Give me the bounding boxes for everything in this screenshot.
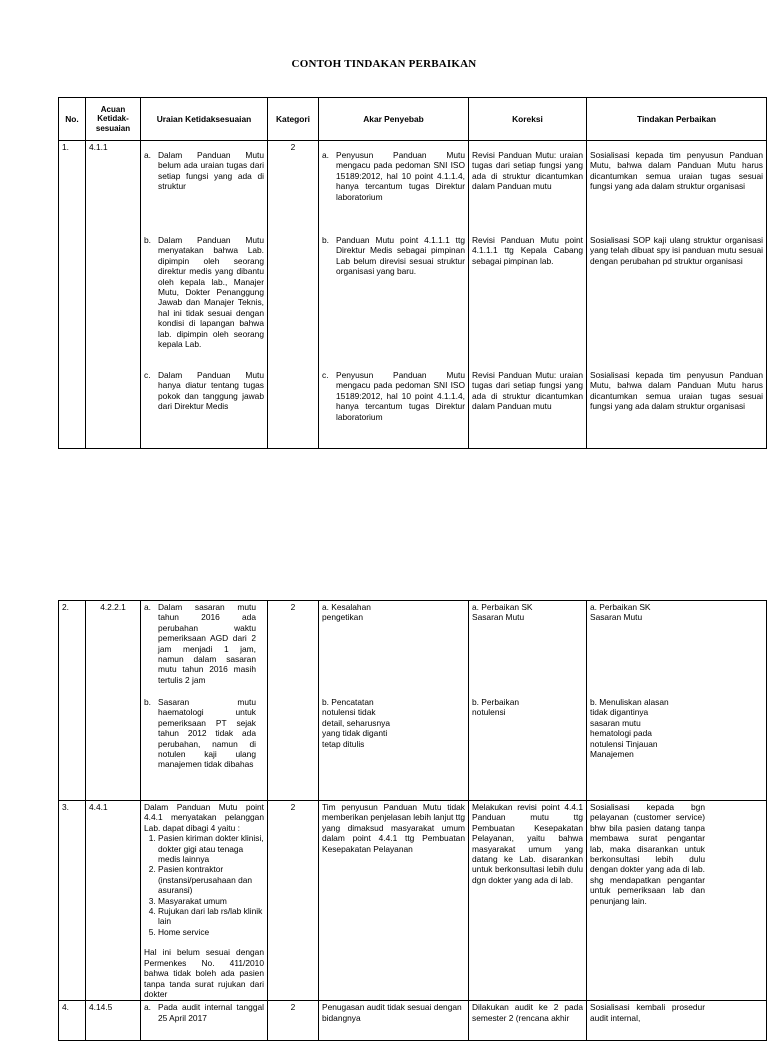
row-uraian: a. Pada audit internal tanggal 25 April 2017 (141, 1001, 268, 1041)
corrective-action-table (58, 97, 767, 449)
uraian-item: Pada audit internal tanggal 25 April 2017 (158, 1002, 264, 1023)
akar-item: a. Kesalahan pengetikan (322, 602, 371, 623)
uraian-item: Dalam Panduan Mutu hanya diatur tentang tugas pokok dan tanggung jawab dari Direktur Medis (158, 370, 264, 412)
row-akar: a. Penyusun Panduan Mutu mengacu pada pedoman SNI ISO 15189:2012, hal 10 point 4.1.1.4, hanya tercantum tugas Direktur laboratorium b. Panduan Mutu point 4.1.1.1 ttg Direktur Medis sebagai pimpinan Lab belum direvisi sesuai struktur organisasi yang baru. c. Penyusun Panduan Mutu mengacu pada pedoman SNI ISO 15189:2012, hal 10 point 4.1.1.4, hanya tercantum tugas Direktur laboratorium (319, 141, 469, 449)
pelanggan-list (144, 833, 264, 937)
row-acuan: 4.14.5 (86, 1001, 141, 1041)
koreksi-item: a. Perbaikan SK Sasaran Mutu (472, 602, 533, 623)
row-no: 3. (59, 801, 86, 1001)
uraian-item: Dalam sasaran mutu tahun 2016 ada perubahan waktu pemeriksaan AGD dari 2 jam menjadi 1 jam, namun dalam sasaran mutu tahun 2016 masih tertulis 2 jam (158, 602, 256, 685)
list-item: 2. Pasien kontraktor (instansi/perusahaan dan asuransi) (158, 864, 264, 895)
header-acuan: Acuan Ketidak-sesuaian (86, 98, 141, 141)
header-kategori: Kategori (268, 98, 319, 141)
row-uraian (141, 801, 268, 1001)
koreksi-item: Revisi Panduan Mutu: uraian tugas dari setiap fungsi yang ada di struktur dicantumkan dalam Panduan mutu (472, 370, 583, 412)
table-header-row (59, 98, 767, 141)
row-koreksi: Melakukan revisi point 4.4.1 Panduan mutu ttg Pembuatan Kesepakatan Pelayanan, yaitu bahwa masyarakat umum yang datang ke Lab. disarankan untuk berkonsultasi lebih dulu dgn dokter yang ada di lab. (469, 801, 587, 1001)
tindakan-item: a. Perbaikan SK Sasaran Mutu (590, 602, 651, 623)
row-acuan: 4.4.1 (86, 801, 141, 1001)
row-kategori: 2 (268, 141, 319, 449)
akar-item: Penyusun Panduan Mutu mengacu pada pedoman SNI ISO 15189:2012, hal 10 point 4.1.1.4, hanya tercantum tugas Direktur laboratorium (336, 370, 465, 422)
list-item: 4. Rujukan dari lab rs/lab klinik lain (158, 906, 264, 927)
uraian-item: Dalam Panduan Mutu menyatakan bahwa Lab. dipimpin oleh seorang direktur medis yang dibantu oleh kepala lab., Manajer Mutu, Dokter Penanggung Jawab dan Manajer Teknis, hal ini tidak sesuai dengan kondisi di lapangan bahwa lab. dipimpin oleh seorang kepala Lab. (158, 235, 264, 350)
tindakan-item: b. Menuliskan alasan tidak digantinya sasaran mutu hematologi pada notulensi Tinjauan Manajemen (590, 697, 669, 760)
uraian-outro: Hal ini belum sesuai dengan Permenkes No. 411/2010 bahwa tidak boleh ada pasien tanpa tanda surat rujukan dari dokter (144, 947, 264, 999)
row-akar: Penugasan audit tidak sesuai dengan bidangnya (319, 1001, 469, 1041)
koreksi-item: Revisi Panduan Mutu point 4.1.1.1 ttg Kepala Cabang sebagai pimpinan lab. (472, 235, 583, 266)
row-no: 2. (59, 601, 86, 801)
table-row (59, 141, 767, 449)
row-acuan: 4.2.2.1 (86, 601, 141, 801)
table-row (59, 601, 767, 801)
koreksi-item: Revisi Panduan Mutu: uraian tugas dari setiap fungsi yang ada di struktur dicantumkan dalam Panduan mutu (472, 150, 583, 192)
row-akar (319, 601, 469, 801)
header-akar: Akar Penyebab (319, 98, 469, 141)
header-tindakan: Tindakan Perbaikan (587, 98, 767, 141)
row-no: 1. (59, 141, 86, 449)
row-uraian: a. Dalam Panduan Mutu belum ada uraian tugas dari setiap fungsi yang ada di struktur b. Dalam Panduan Mutu menyatakan bahwa Lab. dipimpin oleh seorang direktur medis yang dibantu oleh kepala lab., Manajer Mutu, Dokter Penanggung Jawab dan Manajer Teknis, hal ini tidak sesuai dengan kondisi di lapangan bahwa lab. dipimpin oleh seorang kepala Lab. c. Dalam Panduan Mutu hanya diatur tentang tugas pokok dan tanggung jawab dari Direktur Medis (141, 141, 268, 449)
list-item: 3. Masyarakat umum (158, 896, 264, 906)
header-uraian: Uraian Ketidaksesuaian (141, 98, 268, 141)
row-uraian: a. Dalam sasaran mutu tahun 2016 ada perubahan waktu pemeriksaan AGD dari 2 jam menjadi 1 jam, namun dalam sasaran mutu tahun 2016 masih tertulis 2 jam b. Sasaran mutu haematologi untuk pemeriksaan PT sejak tahun 2012 tidak ada perubahan, namun di notulen kaji ulang manajemen tidak dibahas (141, 601, 268, 801)
list-item: 1. Pasien kiriman dokter klinisi, dokter gigi atau tenaga medis lainnya (158, 833, 264, 864)
corrective-action-table-continued (58, 600, 767, 1041)
row-tindakan (587, 601, 767, 801)
row-no: 4. (59, 1001, 86, 1041)
row-tindakan (587, 141, 767, 449)
row-acuan: 4.1.1 (86, 141, 141, 449)
akar-item: b. Pencatatan notulensi tidak detail, seharusnya yang tidak diganti tetap ditulis (322, 697, 390, 749)
table-row (59, 801, 767, 1001)
row-kategori: 2 (268, 801, 319, 1001)
document-title: CONTOH TINDAKAN PERBAIKAN (291, 58, 477, 70)
row-tindakan: Sosialisasi kepada bgn pelayanan (customer service) bhw bila pasien datang tanpa membawa surat pengantar lab, maka disarankan untuk berkonsultasi lebih dulu dengan dokter yang ada di lab. shg mendapatkan pengantar untuk pemeriksaan lab dan penunjang lain. (587, 801, 767, 1001)
uraian-intro: Dalam Panduan Mutu point 4.4.1 menyatakan pelanggan Lab. dapat dibagi 4 yaitu : (144, 802, 264, 833)
koreksi-item: b. Perbaikan notulensi (472, 697, 520, 718)
list-item: 5. Home service (158, 927, 264, 937)
row-tindakan: Sosialisasi kembali prosedur audit internal, (587, 1001, 767, 1041)
tindakan-item: Sosialisasi kepada tim penyusun Panduan Mutu, bahwa dalam Panduan Mutu harus dicantumkan semua uraian tugas sesuai fungsi yang ada dalam struktur organisasi (590, 150, 763, 192)
tindakan-item: Sosialisasi SOP kaji ulang struktur organisasi yang telah dibuat spy isi panduan mutu sesuai dengan perubahan pd struktur organisasi (590, 235, 763, 266)
uraian-item: Dalam Panduan Mutu belum ada uraian tugas dari setiap fungsi yang ada di struktur (158, 150, 264, 192)
row-koreksi (469, 601, 587, 801)
uraian-item: Sasaran mutu haematologi untuk pemeriksaan PT sejak tahun 2012 tidak ada perubahan, namun di notulen kaji ulang manajemen tidak dibahas (158, 697, 256, 770)
table-row (59, 1001, 767, 1041)
row-kategori: 2 (268, 1001, 319, 1041)
row-koreksi (469, 141, 587, 449)
header-no: No. (59, 98, 86, 141)
header-koreksi: Koreksi (469, 98, 587, 141)
row-kategori: 2 (268, 601, 319, 801)
row-koreksi: Dilakukan audit ke 2 pada semester 2 (rencana akhir (469, 1001, 587, 1041)
tindakan-item: Sosialisasi kepada tim penyusun Panduan Mutu, bahwa dalam Panduan Mutu harus dicantumkan semua uraian tugas sesuai fungsi yang ada dalam struktur organisasi (590, 370, 763, 412)
akar-item: Penyusun Panduan Mutu mengacu pada pedoman SNI ISO 15189:2012, hal 10 point 4.1.1.4, hanya tercantum tugas Direktur laboratorium (336, 150, 465, 202)
row-akar: Tim penyusun Panduan Mutu tidak memberikan penjelasan lebih lanjut ttg yang dimaksud masyarakat umum dalam point 4.4.1 ttg Pembuatan Kesepakatan Pelayanan (319, 801, 469, 1001)
akar-item: Panduan Mutu point 4.1.1.1 ttg Direktur Medis sebagai pimpinan Lab belum direvisi sesuai struktur organisasi yang baru. (336, 235, 465, 277)
